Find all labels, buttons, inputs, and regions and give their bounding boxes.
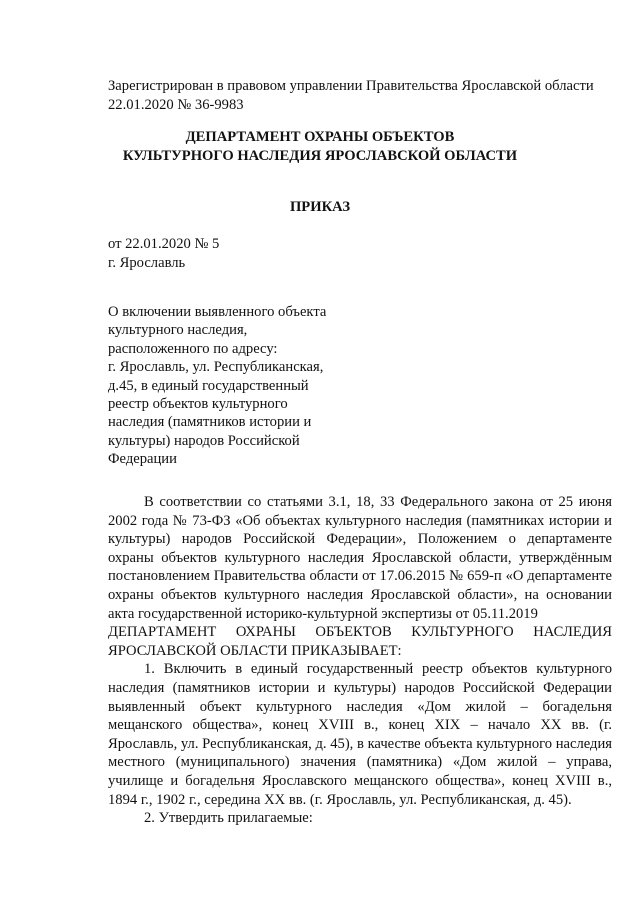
order-city: г. Ярославль <box>108 255 186 271</box>
order-subject <box>108 303 348 469</box>
department-title <box>70 128 570 166</box>
registration-line-2: 22.01.2020 № 36-9983 <box>108 97 244 113</box>
order-item-2: 2. Утвердить прилагаемые: <box>144 810 313 827</box>
preamble-paragraph: В соответствии со статьями 3.1, 18, 33 Федерального закона от 25 июня 2002 года № 73-ФЗ «Об объектах культурного наследия (памятниках истории и культуры) народов Российской Федерации», Положением о департаменте охраны объектов культурного наследия Ярославской области, утверждённым постановлением Правительства области от 17.06.2015 № 659-п «О департаменте охраны объектов культурного наследия Ярославской области», на основании акта государственной историко-культурной экспертизы от 05.11.2019 <box>108 494 612 622</box>
order-title: ПРИКАЗ <box>289 199 351 215</box>
department-title-line-1: ДЕПАРТАМЕНТ ОХРАНЫ ОБЪЕКТОВ <box>185 129 455 145</box>
department-title-line-2: КУЛЬТУРНОГО НАСЛЕДИЯ ЯРОСЛАВСКОЙ ОБЛАСТИ <box>122 148 518 164</box>
subject-line: культурного наследия, <box>108 322 248 339</box>
subject-line: д.45, в единый государственный <box>108 377 309 394</box>
registration-note <box>108 77 618 115</box>
subject-line: Федерации <box>108 451 177 468</box>
subject-line: г. Ярославль, ул. Республиканская, <box>108 359 324 376</box>
order-date: от 22.01.2020 № 5 <box>108 236 220 252</box>
order-meta <box>108 235 219 273</box>
subject-line: культуры) народов Российской <box>108 432 300 449</box>
orders-line: ДЕПАРТАМЕНТ ОХРАНЫ ОБЪЕКТОВ КУЛЬТУРНОГО НАСЛЕДИЯ ЯРОСЛАВСКОЙ ОБЛАСТИ ПРИКАЗЫВАЕТ: <box>108 624 612 659</box>
subject-line: О включении выявленного объекта <box>108 304 327 320</box>
subject-line: реестр объектов культурного <box>108 396 288 413</box>
registration-line-1: Зарегистрирован в правовом управлении Правительства Ярославской области <box>108 78 594 94</box>
order-body <box>108 493 612 828</box>
subject-line: наследия (памятников истории и <box>108 414 312 431</box>
order-item-1: 1. Включить в единый государственный реестр объектов культурного наследия (памятников истории и культуры) народов Российской Федерации выявленный объект культурного наследия «Дом жилой – богадельня мещанского общества», конец XVIII в., конец XIX – начало XX вв. (г. Ярославль, ул. Республиканская, д. 45), в качестве объекта культурного наследия местного (муниципального) значения (памятника) «Дом жилой – управа, училище и богадельня Ярославского мещанского общества», конец XVIII в., 1894 г., 1902 г., середина XX вв. (г. Ярославль, ул. Республиканская, д. 45). <box>108 661 612 808</box>
subject-line: расположенного по адресу: <box>108 340 278 357</box>
